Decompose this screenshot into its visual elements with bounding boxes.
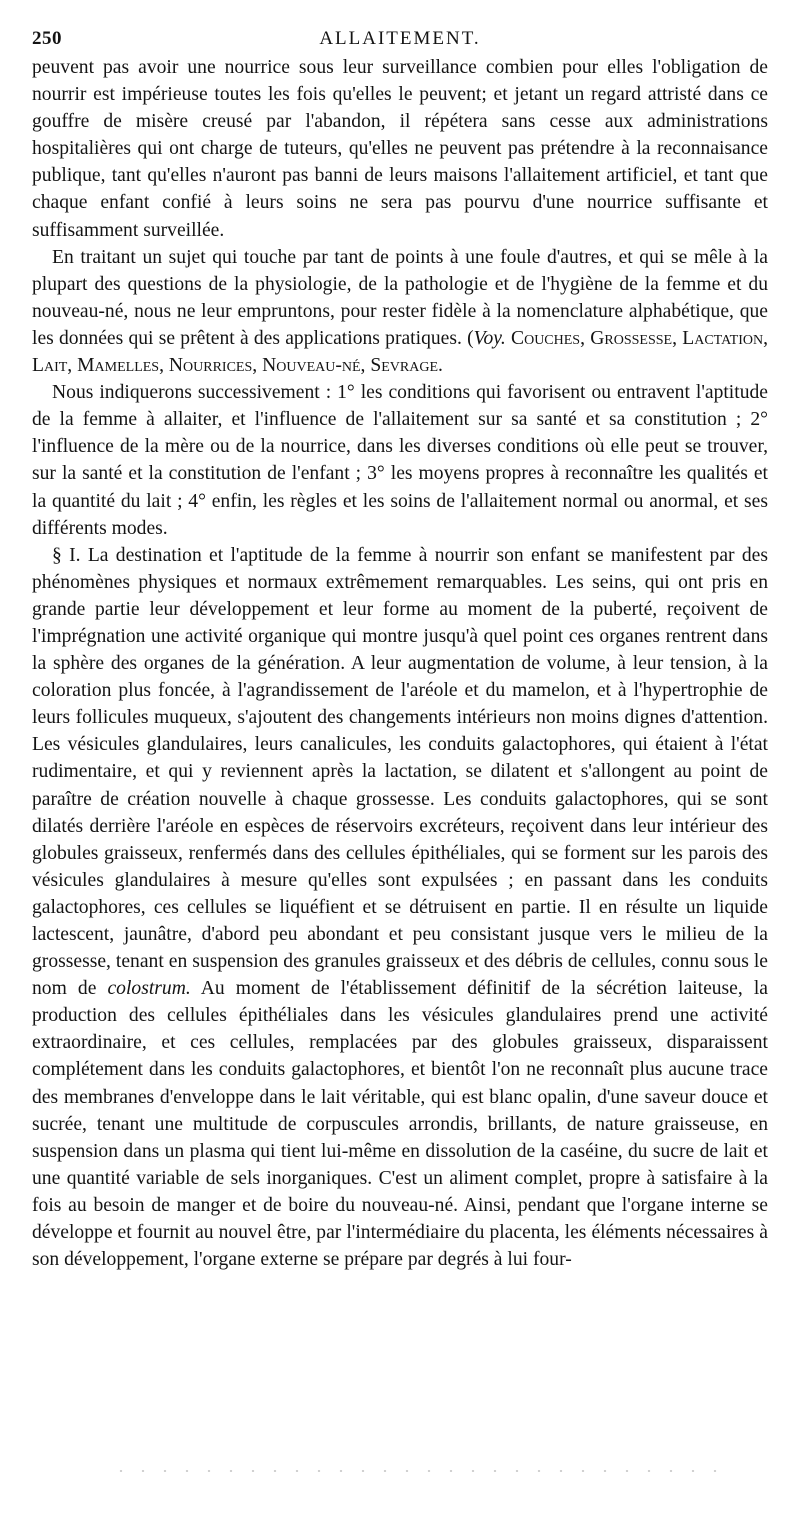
section-heading: § I.	[52, 544, 81, 566]
cross-reference: Mamelles,	[77, 355, 164, 377]
paragraph-text: Nous indiquerons successivement : 1° les conditions qui favorisent ou entravent l'aptitude de la femme à allaiter, et l'influence de l'allaitement sur sa santé et sa constitution ; 2° l'influence de la mère ou de la nourrice, dans les diverses conditions où elle peut se trouver, sur la santé et la constitution de l'enfant ; 3° les moyens propres à reconnaître les qualités et la quantité du lait ; 4° enfin, les règles et les soins de l'allaitement normal ou anormal, et ses différents modes.	[32, 382, 768, 539]
cross-reference: Grossesse,	[590, 327, 677, 349]
cross-reference: Nourrices,	[168, 355, 258, 377]
page-number: 250	[32, 28, 62, 49]
see-reference: Voy.	[473, 327, 506, 349]
paragraph-text: peuvent pas avoir une nourrice sous leur surveillance combien pour elles l'obligation de nourrir est impérieuse toutes les fois qu'elles le peuvent; et jetant un regard attristé dans ce gouffre de misère creusé par l'abandon, il répétera sans cesse aux administrations hospitalières qui ont charge de tuteurs, qu'elles ne peuvent pas prétendre à la reconnaisance publique, tant qu'elles n'auront pas banni de leurs maisons l'allaitement artificiel, et tant que chaque enfant confié à leurs soins ne sera pas pourvu d'une nourrice suffisante et suffisamment surveillée.	[32, 57, 768, 241]
paragraph-text: La destination et l'aptitude de la femme à nourrir son enfant se manifestent par des phénomènes physiques et normaux extrêmement remarquables. Les seins, qui ont pris en grande partie leur développement et leur forme au moment de la puberté, reçoivent de l'imprégnation une activité organique qui montre jusqu'à quel point ces organes rentrent dans la sphère des organes de la génération. A leur augmentation de volume, à leur tension, à la coloration plus foncée, à l'agrandissement de l'aréole et du mamelon, et à l'hypertrophie de leurs follicules muqueux, s'ajoutent des changements intérieurs non moins dignes d'attention. Les vésicules glandulaires, leurs canalicules, les conduits galactophores, qui étaient à l'état rudimentaire, et qui y reviennent après la lactation, se dilatent et s'allongent au point de paraître de création nouvelle à chaque grossesse. Les conduits galactophores, qui se sont dilatés derrière l'aréole en espèces de réservoirs excréteurs, reçoivent dans leur intérieur des globules graisseux, renfermés dans des cellules épithéliales, qui se forment sur les parois des vésicules glandulaires à mesure qu'elles sont expulsées ; en passant dans les conduits galactophores, ces cellules se liquéfient et se détruisent en partie. Il en résulte un liquide lactescent, jaunâtre, d'abord peu abondant et peu consistant jusque vers le milieu de la grossesse, tenant en suspension des granules graisseux et des débris de cellules, connu sous le nom de	[32, 544, 768, 1000]
paragraph-section-1	[32, 542, 768, 1274]
running-title: ALLAITEMENT.	[319, 28, 481, 49]
cross-reference: Lactation,	[682, 327, 768, 349]
italic-term: colostrum.	[107, 978, 191, 1000]
running-head	[32, 24, 768, 54]
cross-reference: Lait,	[32, 355, 73, 377]
paragraph-text: Au moment de l'établissement définitif de la sécrétion laiteuse, la production des cellules épithéliales dans les vésicules glandulaires prend une activité extraordinaire, et ces cellules, remplacées par des globules graisseux, disparaissent complétement dans les conduits galactophores, et bientôt l'on ne reconnaît plus aucune trace des membranes d'enveloppe dans le lait véritable, qui est blanc opalin, d'une saveur douce et sucrée, tenant une multitude de corpuscules arrondis, brillants, de nature graisseuse, en suspension dans un plasma qui tient lui-même en dissolution de la caséine, du sucre de lait et une quantité variable de sels inorganiques. C'est un aliment complet, propre à satisfaire à la fois au besoin de manger et de boire du nouveau-né. Ainsi, pendant que l'organe interne se développe et fournit au nouvel être, par l'intermédiaire du placenta, les éléments nécessaires à son développement, l'organe externe se prépare par degrés à lui four-	[32, 978, 768, 1271]
paragraph-text: En traitant un sujet qui touche par tant de points à une foule d'autres, et qui se mêle à la plupart des questions de la physiologie, de la pathologie et de l'hygiène de la femme et du nouveau-né, nous ne leur empruntons, pour rester fidèle à la nomenclature alphabétique, que les données qui se prêtent à des applications pratiques. (	[32, 246, 768, 349]
cross-reference: Couches,	[511, 327, 585, 349]
paragraph-outline	[32, 379, 768, 542]
paragraph-scope	[32, 244, 768, 379]
scan-artifact	[110, 1470, 730, 1472]
paragraph-continuation	[32, 54, 768, 244]
cross-reference: Nouveau-né,	[262, 355, 366, 377]
book-page	[32, 24, 768, 1273]
cross-reference: Sevrage.	[370, 355, 443, 377]
